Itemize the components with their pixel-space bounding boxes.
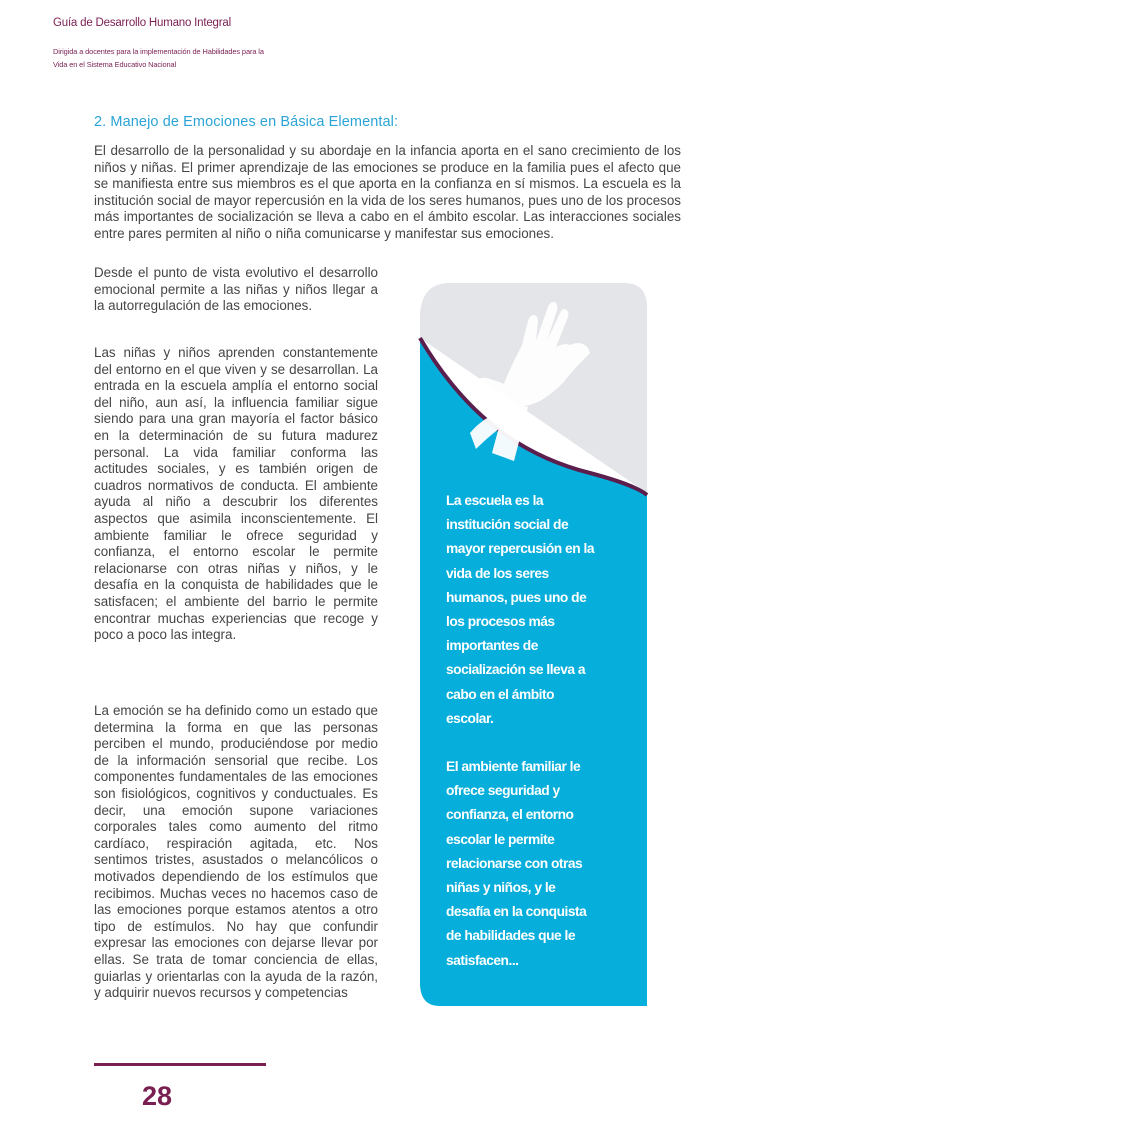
callout-line: escolar le permite xyxy=(446,831,555,847)
callout-line: socialización se lleva a xyxy=(446,662,586,678)
paragraph-evolutivo: Desde el punto de vista evolutivo el desarrollo emocional permite a las niñas y niños llegar a la autorregulación de las emociones. xyxy=(94,265,378,314)
footer-divider xyxy=(94,1063,266,1066)
callout-line: La escuela es la xyxy=(446,493,544,508)
callout-line: niñas y niños, y le xyxy=(446,880,556,896)
callout-line: mayor repercusión en la xyxy=(446,541,594,557)
paragraph-emocion: La emoción se ha definido como un estado que determina la forma en que las personas perciben el mundo, produciéndose por medio de la información sensorial que recibe. Los componentes fundamentales de las emociones son fisiológicos, cognitivos y conductuales. Es decir, una emoción supone variaciones corporales tales como aumento del ritmo cardíaco, respiración agitada, etc. Nos sentimos tristes, asustados o melancólicos o motivados dependiendo de los estímulos que recibimos. Muchas veces no hacemos caso de las emociones porque estamos atentos a otro tipo de estímulos. No hay que confundir expresar las emociones con dejarse llevar por ellas. Se trata de tomar conciencia de ellas, guiarlas y orientarlas con la ayuda de la razón, y adquirir nuevos recursos y competencias xyxy=(94,703,378,1001)
callout-line: ofrece seguridad y xyxy=(446,783,560,799)
paragraph-intro: El desarrollo de la personalidad y su abordaje en la infancia aporta en el sano crecimiento de los niños y niñas. El primer aprendizaje de las emociones se produce en la familia pues el afecto que se manifiesta entre sus miembros es el que aporta en la confianza en sí mismos. La escuela es la institución social de mayor repercusión en la vida de los seres humanos, pues uno de los procesos más importantes de socialización se lleva a cabo en el ámbito escolar. Las interacciones sociales entre pares permiten al niño o niña comunicarse y manifestar sus emociones. xyxy=(94,143,681,241)
callout-spacer xyxy=(446,731,636,755)
callout-line: vida de los seres xyxy=(446,565,549,581)
callout-line: cabo en el ámbito xyxy=(446,686,555,702)
callout-text xyxy=(446,489,636,973)
callout-line: humanos, pues uno de xyxy=(446,589,587,605)
callout-line: importantes de xyxy=(446,638,538,654)
callout-line: de habilidades que le xyxy=(446,928,576,944)
callout-panel xyxy=(410,283,650,1011)
callout-line: los procesos más xyxy=(446,614,555,630)
header-subtitle-line-2: Vida en el Sistema Educativo Nacional xyxy=(53,60,177,69)
section-title: 2. Manejo de Emociones en Básica Elemental: xyxy=(94,114,399,130)
callout-line: institución social de xyxy=(446,517,569,533)
paragraph-entorno: Las niñas y niños aprenden constantemente del entorno en el que viven y se desarrollan. La entrada en la escuela amplía el entorno social del niño, aun así, la influencia familiar sigue siendo para una gran mayoría el factor básico en la determinación de su futura madurez personal. La vida familiar conforma las actitudes sociales, y es también origen de cuadros normativos de conducta. El ambiente ayuda al niño a descubrir los diferentes aspectos que asimila inconscientemente. El ambiente familiar le ofrece seguridad y confianza, el entorno escolar le permite relacionarse con otras niñas y niños, y le desafía en la conquista de habilidades que le satisfacen; el ambiente del barrio le permite encontrar muchas experiencias que recoge y poco a poco las integra. xyxy=(94,345,378,643)
page-number: 28 xyxy=(142,1081,173,1111)
callout-line: confianza, el entorno xyxy=(446,807,574,823)
callout-line: satisfacen... xyxy=(446,952,519,968)
header-subtitle-line-1: Dirigida a docentes para la implementación de Habilidades para la xyxy=(53,47,264,56)
header-title: Guía de Desarrollo Humano Integral xyxy=(53,17,231,29)
callout-line: escolar. xyxy=(446,710,494,726)
callout-line: El ambiente familiar le xyxy=(446,759,581,775)
callout-line: desafía en la conquista xyxy=(446,904,587,920)
callout-line: relacionarse con otras xyxy=(446,855,583,871)
header-subtitle xyxy=(53,45,264,71)
